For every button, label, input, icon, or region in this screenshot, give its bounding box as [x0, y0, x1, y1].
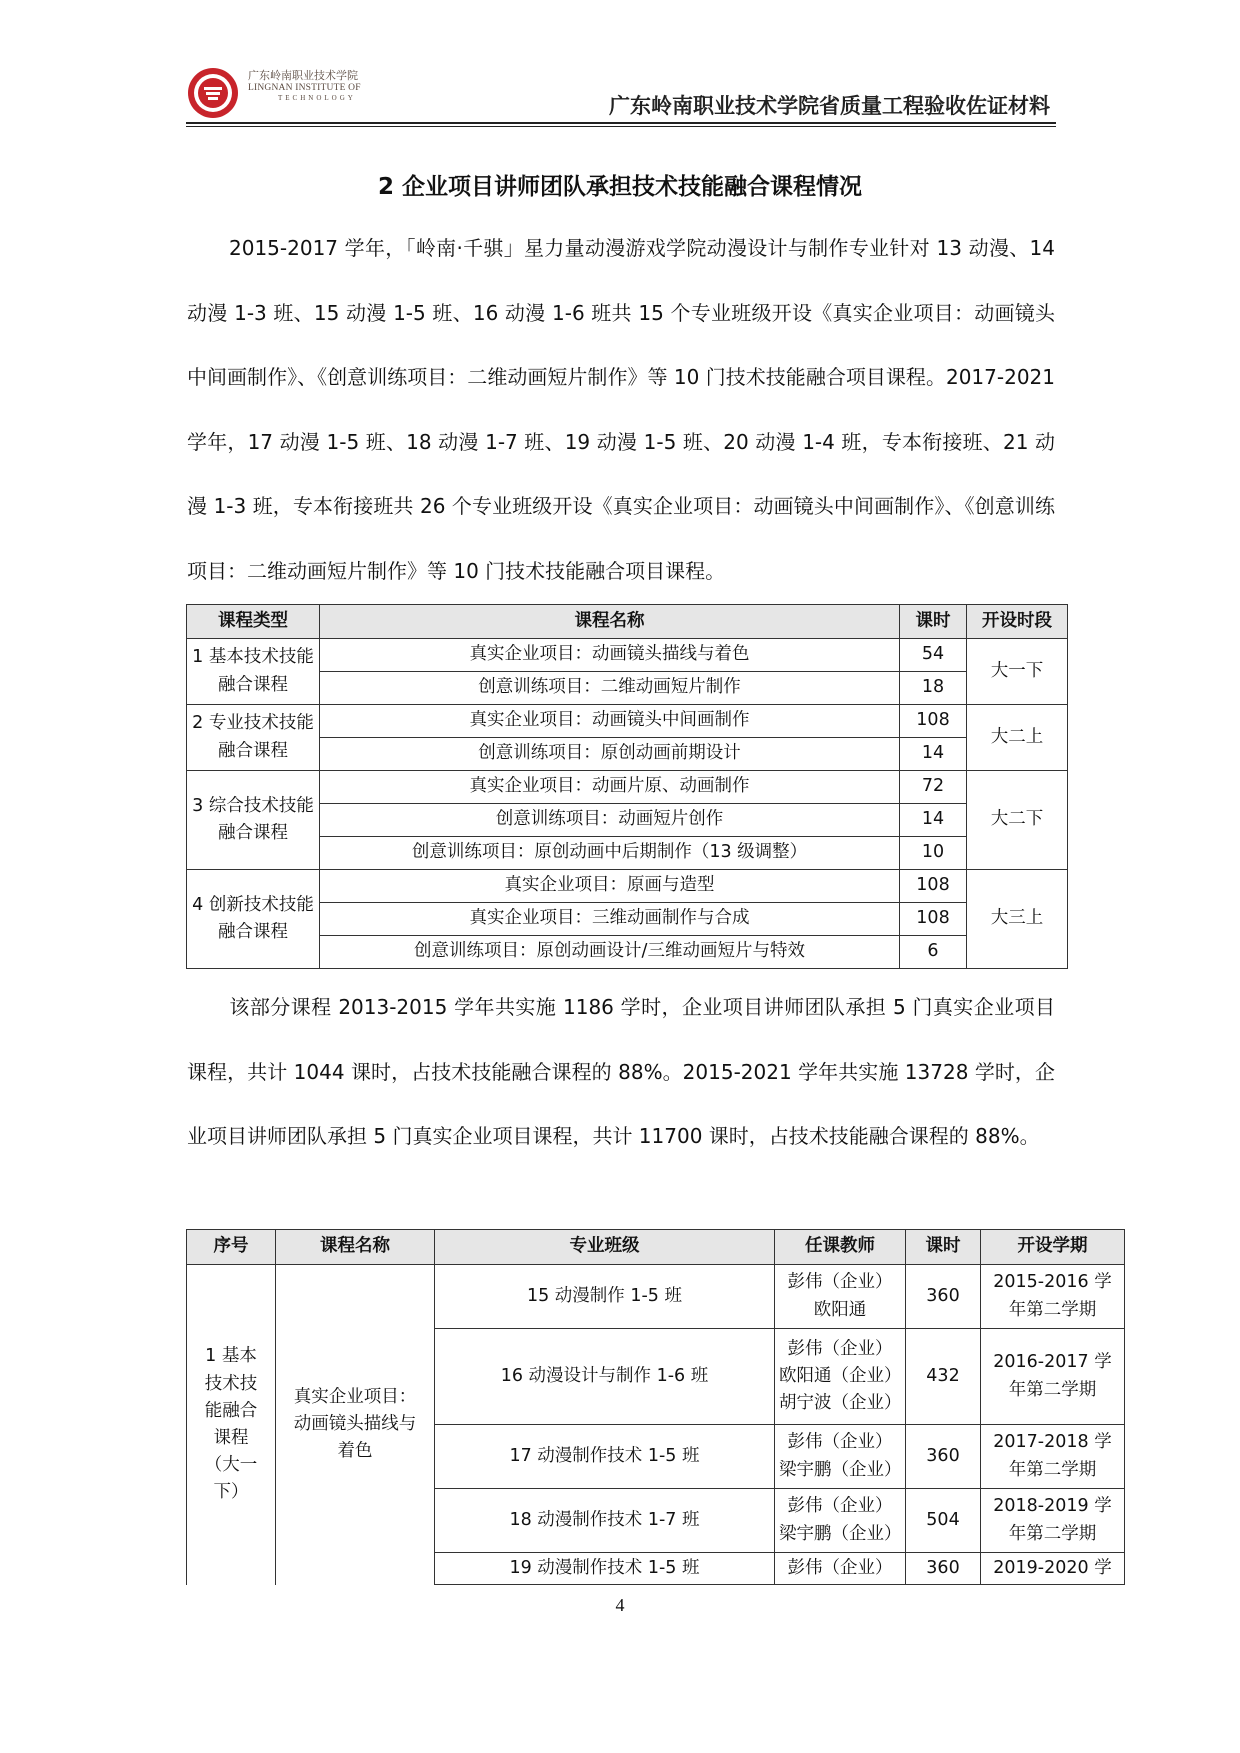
term-cell: 2016-2017 学年第二学期 [981, 1329, 1125, 1425]
paragraph-summary-text: 该部分课程 2013-2015 学年共实施 1186 学时，企业项目讲师团队承担 5 门真实企业项目课程，共计 1044 课时，占技术技能融合课程的 88%。2015-2021 学年共实施 13728 学时，企业项目讲师团队承担 5 门真实企业项目课程，共计 11700 课时，占技术技能融合课程的 88%。 [187, 995, 1055, 1149]
course-type-cell: 3 综合技术技能融合课程 [187, 771, 320, 870]
hours-cell: 72 [900, 771, 967, 804]
table-row [187, 639, 1068, 672]
hours-cell: 54 [900, 639, 967, 672]
header-term: 开设学期 [981, 1230, 1125, 1265]
hours-cell: 14 [900, 804, 967, 837]
term-cell: 2017-2018 学年第二学期 [981, 1425, 1125, 1489]
paragraph-intro-text: 2015-2017 学年，「岭南·千骐」星力量动漫游戏学院动漫设计与制作专业针对 13 动漫、14 动漫 1-3 班、15 动漫 1-5 班、16 动漫 1-6 班共 15 个专业班级开设《真实企业项目：动画镜头中间画制作》、《创意训练项目：二维动画短片制作》等 10 门技术技能融合项目课程。2017-2021 学年，17 动漫 1-5 班、18 动漫 1-7 班、19 动漫 1-5 班、20 动漫 1-4 班，专本衔接班、21 动漫 1-3 班，专本衔接班共 26 个专业班级开设《真实企业项目：动画镜头中间画制作》、《创意训练项目：二维动画短片制作》等 10 门技术技能融合项目课程。 [187, 236, 1055, 583]
teacher-name: 彭伟（企业） [787, 1338, 893, 1359]
seq-cell: 1 基本技术技能融合课程（大一下） [187, 1265, 276, 1585]
school-logo-icon [186, 66, 240, 120]
class-cell: 16 动漫设计与制作 1-6 班 [435, 1329, 775, 1425]
course-name-cell: 真实企业项目：动画镜头描线与着色 [276, 1265, 435, 1585]
header-divider-thin [186, 126, 1056, 127]
period-cell: 大三上 [967, 870, 1068, 969]
table-row [187, 870, 1068, 903]
course-name-cell: 创意训练项目：原创动画前期设计 [320, 738, 900, 771]
course-type-cell: 4 创新技术技能融合课程 [187, 870, 320, 969]
header-course-name: 课程名称 [276, 1230, 435, 1265]
header-hours: 课时 [906, 1230, 981, 1265]
table-row [187, 705, 1068, 738]
header-course-name: 课程名称 [320, 605, 900, 639]
logo-chinese-name: 广东岭南职业技术学院 [248, 69, 358, 82]
course-name-cell: 创意训练项目：二维动画短片制作 [320, 672, 900, 705]
hours-cell: 6 [900, 936, 967, 969]
term-cell: 2019-2020 学 [981, 1553, 1125, 1585]
teacher-name: 彭伟（企业） [787, 1272, 893, 1293]
hours-cell: 10 [900, 837, 967, 870]
teacher-name: 梁宇鹏（企业） [779, 1459, 902, 1480]
hours-cell: 18 [900, 672, 967, 705]
header-title: 广东岭南职业技术学院省质量工程验收佐证材料 [609, 94, 1050, 118]
class-cell: 15 动漫制作 1-5 班 [435, 1265, 775, 1329]
teacher-cell [775, 1329, 906, 1425]
hours-cell: 108 [900, 705, 967, 738]
logo-english-name: LINGNAN INSTITUTE OF [248, 82, 361, 93]
header-period: 开设时段 [967, 605, 1068, 639]
teacher-name: 欧阳通 [813, 1299, 867, 1320]
class-cell: 19 动漫制作技术 1-5 班 [435, 1553, 775, 1585]
hours-cell: 14 [900, 738, 967, 771]
table-row [187, 672, 1068, 705]
table-header-row [187, 605, 1068, 639]
table-header-row [187, 1230, 1125, 1265]
hours-cell: 108 [900, 870, 967, 903]
hours-cell: 360 [906, 1425, 981, 1489]
hours-cell: 108 [900, 903, 967, 936]
term-cell: 2015-2016 学年第二学期 [981, 1265, 1125, 1329]
teacher-name: 彭伟（企业） [787, 1496, 893, 1517]
course-name-cell: 真实企业项目：三维动画制作与合成 [320, 903, 900, 936]
header-class: 专业班级 [435, 1230, 775, 1265]
teacher-cell [775, 1489, 906, 1553]
header-teacher: 任课教师 [775, 1230, 906, 1265]
page-header [186, 62, 1056, 128]
course-type-cell: 1 基本技术技能融合课程 [187, 639, 320, 705]
teacher-name: 彭伟（企业） [787, 1557, 893, 1578]
header-divider [186, 122, 1056, 124]
logo-text [248, 70, 361, 102]
course-detail-table [186, 1229, 1125, 1585]
term-cell: 2018-2019 学年第二学期 [981, 1489, 1125, 1553]
course-name-cell: 真实企业项目：动画镜头中间画制作 [320, 705, 900, 738]
course-name-cell: 真实企业项目：动画片原、动画制作 [320, 771, 900, 804]
hours-cell: 360 [906, 1553, 981, 1585]
paragraph-intro [187, 216, 1055, 604]
table-row [187, 804, 1068, 837]
course-name-cell: 真实企业项目：原画与造型 [320, 870, 900, 903]
teacher-cell [775, 1553, 906, 1585]
course-name-cell: 创意训练项目：原创动画中后期制作（13 级调整） [320, 837, 900, 870]
table-row [187, 771, 1068, 804]
period-cell: 大一下 [967, 639, 1068, 705]
table-row [187, 1265, 1125, 1329]
course-name-cell: 真实企业项目：动画镜头描线与着色 [320, 639, 900, 672]
period-cell: 大二上 [967, 705, 1068, 771]
table-row [187, 738, 1068, 771]
section-title: 2 企业项目讲师团队承担技术技能融合课程情况 [377, 174, 862, 200]
logo-english-subname: TECHNOLOGY [278, 93, 356, 102]
teacher-cell [775, 1265, 906, 1329]
teacher-name: 欧阳通（企业） [779, 1365, 902, 1386]
header-course-type: 课程类型 [187, 605, 320, 639]
teacher-cell [775, 1425, 906, 1489]
table-row [187, 903, 1068, 936]
course-name-cell: 创意训练项目：原创动画设计/三维动画短片与特效 [320, 936, 900, 969]
course-type-cell: 2 专业技术技能融合课程 [187, 705, 320, 771]
table-row [187, 936, 1068, 969]
course-name-cell: 创意训练项目：动画短片创作 [320, 804, 900, 837]
course-type-table [186, 604, 1068, 969]
hours-cell: 360 [906, 1265, 981, 1329]
header-seq: 序号 [187, 1230, 276, 1265]
teacher-name: 彭伟（企业） [787, 1432, 893, 1453]
teacher-name: 胡宁波（企业） [779, 1393, 902, 1414]
table-row [187, 837, 1068, 870]
class-cell: 17 动漫制作技术 1-5 班 [435, 1425, 775, 1489]
class-cell: 18 动漫制作技术 1-7 班 [435, 1489, 775, 1553]
paragraph-summary [187, 975, 1055, 1169]
period-cell: 大二下 [967, 771, 1068, 870]
teacher-name: 梁宇鹏（企业） [779, 1523, 902, 1544]
page-number: 4 [615, 1595, 625, 1615]
header-hours: 课时 [900, 605, 967, 639]
hours-cell: 504 [906, 1489, 981, 1553]
hours-cell: 432 [906, 1329, 981, 1425]
